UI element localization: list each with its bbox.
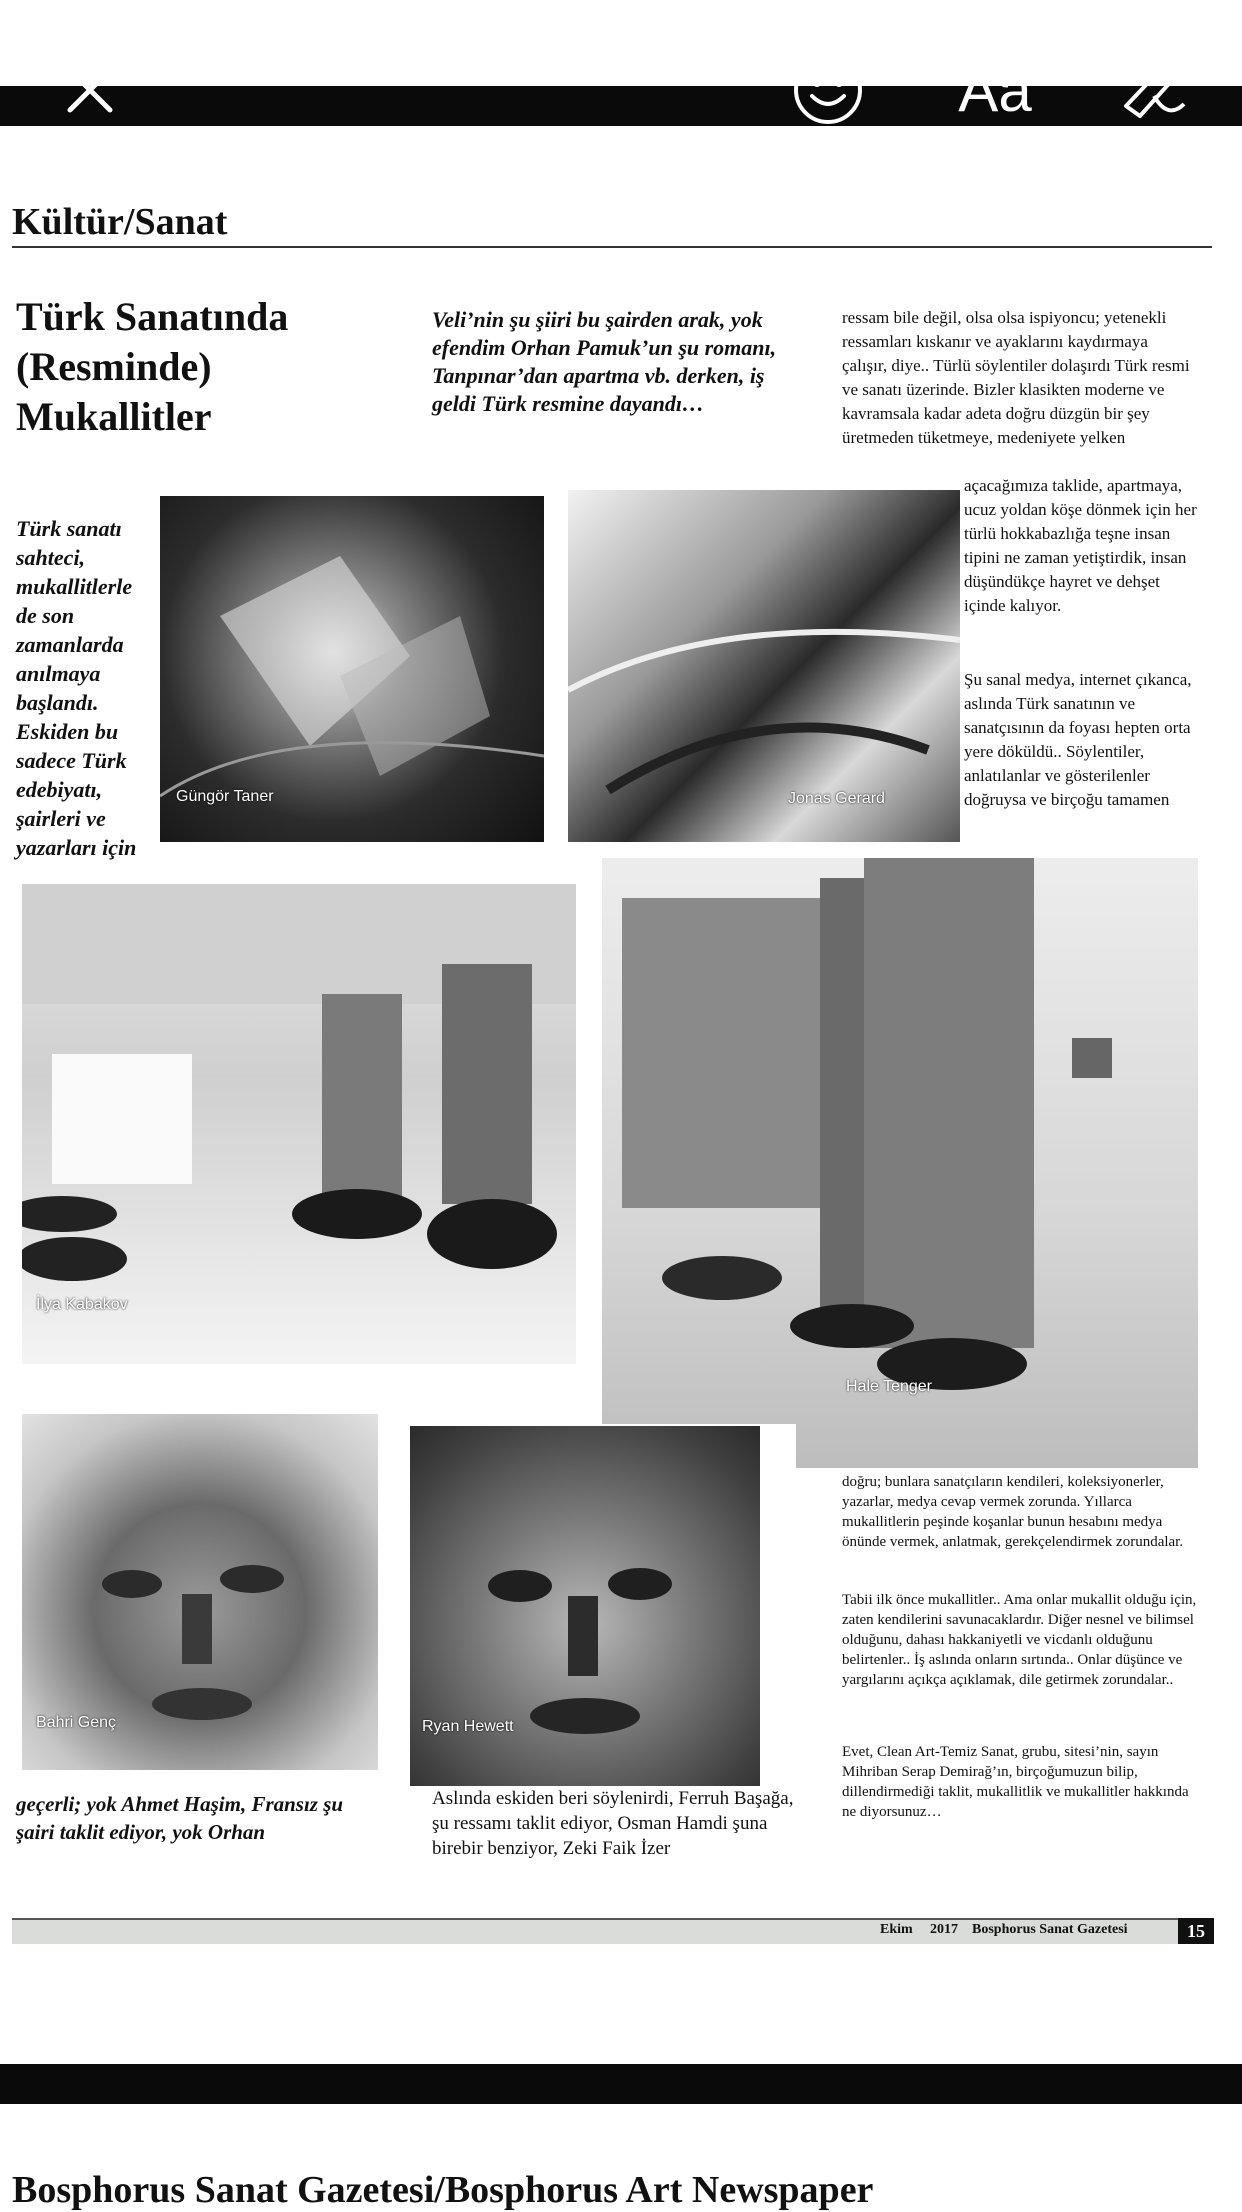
photo-gungor-taner bbox=[160, 496, 544, 842]
column-3-top: ressam bile değil, olsa olsa ispiyoncu; yetenekli ressamları kıskanır ve ayaklarını kaydırmaya çalışır, diye.. Türlü söylentiler dolaşırdı Türk resmi ve sanatı üzerinde. Bizler klasikten moderne ve kavramsala kadar adeta doğru düzgün bir şey üretmeden tüketmeye, medeniyete yelken bbox=[842, 308, 1190, 447]
photo-caption: Ryan Hewett bbox=[422, 1718, 514, 1735]
bottom-toolbar bbox=[0, 2064, 1242, 2104]
photo-caption: Bahri Genç bbox=[36, 1714, 117, 1731]
photo-jonas-gerard bbox=[568, 490, 960, 842]
column-3-bottom-1: doğru; bunlara sanatçıların kendileri, koleksiyonerler, yazarlar, medya cevap vermek zorunda. Yıllarca mukallitlerin peşinde koşanlar bunun hesabını medya önünde vermek, anlatmak, gerekçelendirmek zorundalar. bbox=[842, 1474, 1184, 1550]
text-tool-button[interactable]: Aa bbox=[958, 56, 1032, 124]
column-3-bottom-2: Tabii ilk önce mukallitler.. Ama onlar mukallit olduğu için, zaten kendilerini savunacaklardır. Diğer nesnel ve bilimsel olduğunu, dahası hakkaniyetli ve vicdanlı olduğunu belirtenler.. İş aslında onların sırtında.. Onlar düşünce ve yargılarını açıkça açıklamak, dile getirmek zorundalar.. bbox=[842, 1592, 1197, 1688]
next-page-title: Bosphorus Sanat Gazetesi/Bosphorus Art Newspaper bbox=[12, 2169, 874, 2211]
left-bottom-text: geçerli; yok Ahmet Haşim, Fransız şu şairi taklit ediyor, yok Orhan bbox=[16, 1792, 344, 1844]
section-rule bbox=[12, 246, 1212, 248]
photo-caption: Güngör Taner bbox=[176, 788, 274, 805]
footer-year: 2017 bbox=[930, 1922, 958, 1937]
close-icon[interactable] bbox=[58, 58, 122, 122]
photo-ryan-hewett bbox=[410, 1426, 760, 1786]
photo-caption: Hale Tenger bbox=[846, 1378, 932, 1395]
photo-bahri-genc bbox=[22, 1414, 378, 1770]
middle-bottom-text: Aslında eskiden beri söylenirdi, Ferruh Başağa, şu ressamı taklit ediyor, Osman Hamdi şuna birebir benziyor, Zeki Faik İzer bbox=[432, 1788, 794, 1859]
photo-ilya-kabakov bbox=[22, 884, 576, 1364]
article-deck: Veli’nin şu şiiri bu şairden arak, yok efendim Orhan Pamuk’un şu romanı, Tanpınar’dan apartma vb. derken, iş geldi Türk resmine dayandı… bbox=[432, 307, 777, 416]
column-3-wrap-1: açacağımıza taklide, apartmaya, ucuz yoldan köşe dönmek için her türlü hokkabazlığa teşne insan tipini ne zaman yetiştirdik, insan düşündükçe hayret ve dehşet içinde kalıyor. bbox=[964, 476, 1197, 615]
pen-icon[interactable] bbox=[1116, 52, 1192, 128]
page-number: 15 bbox=[1178, 1918, 1214, 1944]
smiley-icon[interactable] bbox=[790, 52, 866, 128]
column-3-bottom-3: Evet, Clean Art-Temiz Sanat, grubu, sitesi’nin, sayın Mihriban Serap Demirağ’ın, birçoğumuzun bilip, dillendirmediği taklit, mukallitlik ve mukallitler hakkında ne diyorsunuz… bbox=[842, 1744, 1189, 1820]
footer-month: Ekim bbox=[880, 1922, 913, 1937]
column-3-wrap-2: Şu sanal medya, internet çıkanca, aslında Türk sanatının ve sanatçısının da foyası hepten orta yere döküldü.. Söylentiler, anlatılanlar ve gösterilenler doğruysa ve birçoğu tamamen bbox=[964, 670, 1192, 809]
top-toolbar bbox=[0, 86, 1242, 126]
photo-caption: İlya Kabakov bbox=[36, 1296, 128, 1313]
footer-paper-name: Bosphorus Sanat Gazetesi bbox=[972, 1922, 1128, 1937]
article-lead: Türk sanatı sahteci, mukallitlerle de son zamanlarda anılmaya başlandı. Eskiden bu sadece Türk edebiyatı, şairleri ve yazarları için bbox=[16, 516, 137, 860]
section-title: Kültür/Sanat bbox=[12, 201, 228, 243]
photo-hale-tenger bbox=[602, 858, 1198, 1468]
article-headline: Türk Sanatında (Resminde) Mukallitler bbox=[16, 294, 289, 439]
photo-caption: Jonas Gerard bbox=[788, 790, 885, 807]
